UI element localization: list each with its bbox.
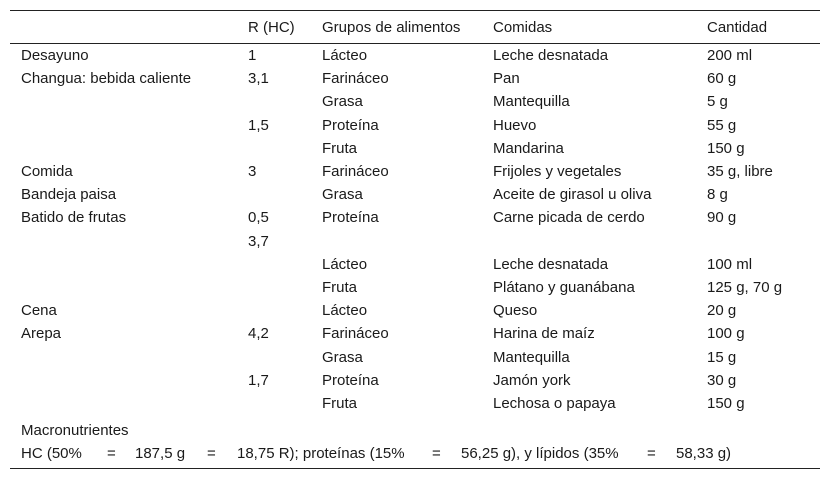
- food-group-cell: Grasa: [322, 93, 363, 111]
- table-row: [0, 233, 831, 256]
- meal-cell: Arepa: [21, 325, 62, 343]
- quantity-cell: 200 ml: [707, 47, 753, 64]
- header-r-hc: R (HC): [248, 19, 295, 36]
- table-row: [0, 93, 831, 116]
- food-group-cell: Proteína: [322, 116, 379, 134]
- table-row: [0, 209, 831, 232]
- quantity-cell: 150 g: [707, 139, 745, 157]
- table-top-rule: [10, 10, 820, 11]
- meal-cell: Desayuno: [21, 47, 89, 64]
- macronutrients-title: Macronutrientes: [21, 422, 129, 439]
- food-cell: Queso: [493, 302, 538, 320]
- quantity-cell: 125 g, 70 g: [707, 279, 783, 296]
- r-hc-cell: 1,7: [248, 371, 269, 389]
- table-bottom-rule: [10, 468, 820, 469]
- meal-cell: Batido de frutas: [21, 209, 127, 227]
- table-row: [0, 349, 831, 372]
- r-hc-cell: 3,1: [248, 70, 269, 88]
- quantity-cell: 20 g: [707, 302, 737, 320]
- quantity-cell: 60 g: [707, 70, 737, 88]
- food-group-cell: Grasa: [322, 186, 363, 204]
- table-row: [0, 70, 831, 93]
- r-hc-cell: 3,7: [248, 232, 269, 250]
- food-cell: Frijoles y vegetales: [493, 163, 622, 180]
- food-group-cell: Lácteo: [322, 302, 368, 320]
- food-cell: Lechosa o papaya: [493, 395, 616, 412]
- summary-part: =: [207, 445, 216, 462]
- quantity-cell: 100 ml: [707, 255, 753, 273]
- quantity-cell: 30 g: [707, 371, 737, 389]
- table-row: [0, 47, 831, 70]
- quantity-cell: 5 g: [707, 93, 728, 111]
- food-group-cell: Farináceo: [322, 163, 389, 180]
- table-row: [0, 325, 831, 348]
- food-cell: Mantequilla: [493, 348, 570, 366]
- food-cell: Carne picada de cerdo: [493, 209, 645, 227]
- table-row: [0, 117, 831, 140]
- meal-cell: Comida: [21, 163, 73, 180]
- header-rule: [10, 43, 820, 44]
- table-row: [0, 302, 831, 325]
- quantity-cell: 90 g: [707, 209, 737, 227]
- food-cell: Mandarina: [493, 139, 564, 157]
- food-group-cell: Proteína: [322, 371, 379, 389]
- summary-part: 187,5 g: [135, 445, 186, 462]
- table-row: [0, 395, 831, 418]
- summary-part: =: [647, 445, 656, 462]
- table-row: [0, 372, 831, 395]
- table-row: [0, 163, 831, 186]
- summary-part: 18,75 R); proteínas (15%: [237, 445, 405, 462]
- quantity-cell: 8 g: [707, 186, 728, 204]
- table-row: [0, 279, 831, 302]
- table-row: [0, 256, 831, 279]
- food-group-cell: Lácteo: [322, 47, 368, 64]
- summary-part: 58,33 g): [676, 445, 732, 462]
- food-cell: Huevo: [493, 116, 537, 134]
- quantity-cell: 15 g: [707, 348, 737, 366]
- food-group-cell: Farináceo: [322, 70, 389, 88]
- food-group-cell: Farináceo: [322, 325, 389, 343]
- r-hc-cell: 0,5: [248, 209, 269, 227]
- summary-part: HC (50%: [21, 445, 82, 462]
- table-row: [0, 186, 831, 209]
- food-group-cell: Lácteo: [322, 255, 368, 273]
- quantity-cell: 55 g: [707, 116, 737, 134]
- food-group-cell: Fruta: [322, 139, 358, 157]
- r-hc-cell: 4,2: [248, 325, 269, 343]
- food-cell: Harina de maíz: [493, 325, 595, 343]
- food-cell: Plátano y guanábana: [493, 279, 635, 296]
- food-group-cell: Proteína: [322, 209, 379, 227]
- header-food-groups: Grupos de alimentos: [322, 19, 461, 36]
- quantity-cell: 150 g: [707, 395, 745, 412]
- table-row: [0, 140, 831, 163]
- food-cell: Leche desnatada: [493, 255, 609, 273]
- quantity-cell: 100 g: [707, 325, 745, 343]
- meal-cell: Cena: [21, 302, 57, 320]
- meal-cell: Bandeja paisa: [21, 186, 117, 204]
- food-group-cell: Fruta: [322, 279, 358, 296]
- header-quantity: Cantidad: [707, 19, 768, 36]
- food-group-cell: Fruta: [322, 395, 358, 412]
- quantity-cell: 35 g, libre: [707, 163, 773, 180]
- summary-part: =: [107, 445, 116, 462]
- food-cell: Aceite de girasol u oliva: [493, 186, 652, 204]
- food-cell: Jamón york: [493, 371, 571, 389]
- summary-part: =: [432, 445, 441, 462]
- food-cell: Mantequilla: [493, 93, 570, 111]
- r-hc-cell: 1,5: [248, 116, 269, 134]
- food-cell: Leche desnatada: [493, 47, 609, 64]
- food-group-cell: Grasa: [322, 348, 363, 366]
- summary-part: 56,25 g), y lípidos (35%: [461, 445, 619, 462]
- r-hc-cell: 1: [248, 47, 257, 64]
- r-hc-cell: 3: [248, 163, 257, 180]
- food-cell: Pan: [493, 70, 520, 88]
- header-meals: Comidas: [493, 19, 553, 36]
- meal-cell: Changua: bebida caliente: [21, 70, 192, 88]
